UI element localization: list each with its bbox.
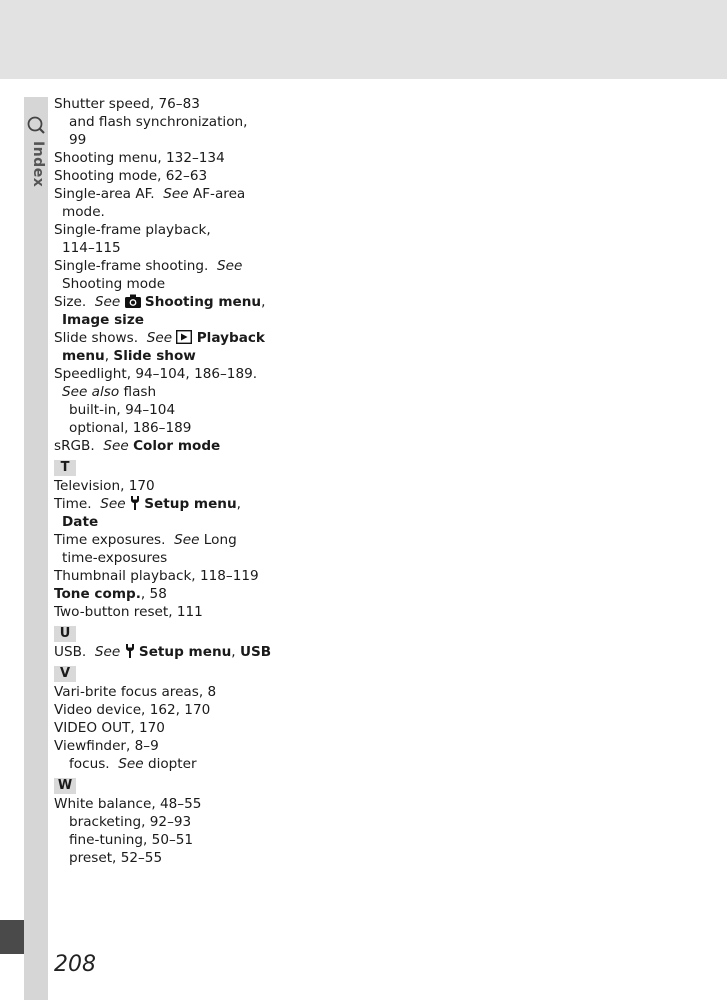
side-tab-label: Index [30, 141, 46, 188]
index-entry: Video device, 162, 170 [54, 702, 211, 718]
index-subentry: 99 [69, 132, 87, 148]
index-entry: Tone comp., 58 [54, 586, 167, 602]
letter-header-row [54, 661, 314, 683]
index-subentry: fine-tuning, 50–51 [69, 832, 194, 848]
letter-header-row [54, 773, 314, 795]
letter-header: T [54, 460, 76, 476]
letter-header-row [54, 455, 314, 477]
index-subentry: focus. See diopter [69, 756, 197, 772]
index-entry: Single-area AF. See AF-area [54, 186, 246, 202]
index-subentry: preset, 52–55 [69, 850, 163, 866]
index-entry-cont: See also flash [62, 384, 157, 400]
index-entry-cont: menu, Slide show [62, 348, 196, 364]
magnifier-icon [26, 115, 46, 135]
letter-header-row [54, 621, 314, 643]
index-entry: Time. See Setup menu, [54, 496, 241, 512]
index-subentry: bracketing, 92–93 [69, 814, 192, 830]
index-entry: Thumbnail playback, 118–119 [54, 568, 259, 584]
wrench-icon [125, 644, 135, 658]
side-dark-block [0, 920, 24, 954]
index-entry: Slide shows. See Playback [54, 330, 265, 346]
playback-icon [176, 330, 192, 344]
index-entry: White balance, 48–55 [54, 796, 202, 812]
index-subentry: built-in, 94–104 [69, 402, 176, 418]
index-entry-cont: Date [62, 514, 99, 530]
index-entry: Shooting mode, 62–63 [54, 168, 208, 184]
letter-header: V [54, 666, 76, 682]
top-header-band [0, 0, 727, 79]
index-entry: Television, 170 [54, 478, 155, 494]
wrench-icon [130, 496, 140, 510]
index-entry-cont: Image size [62, 312, 144, 328]
index-entry-cont: time-exposures [62, 550, 168, 566]
index-entry: Speedlight, 94–104, 186–189. [54, 366, 258, 382]
index-entry: VIDEO OUT, 170 [54, 720, 165, 736]
index-entry: Shutter speed, 76–83 [54, 96, 200, 112]
index-entry: Time exposures. See Long [54, 532, 237, 548]
index-entry: Two-button reset, 111 [54, 604, 203, 620]
index-list [54, 95, 314, 867]
letter-header: W [54, 778, 76, 794]
index-entry: Size. See Shooting menu, [54, 294, 266, 310]
index-entry: Single-frame playback, [54, 222, 211, 238]
index-entry: Single-frame shooting. See [54, 258, 243, 274]
index-entry: USB. See Setup menu, USB [54, 644, 272, 660]
index-entry: Shooting menu, 132–134 [54, 150, 225, 166]
index-entry-cont: 114–115 [62, 240, 121, 256]
index-entry-cont: mode. [62, 204, 105, 220]
index-entry-cont: Shooting mode [62, 276, 166, 292]
index-entry: sRGB. See Color mode [54, 438, 221, 454]
letter-header: U [54, 626, 76, 642]
side-index-tab [24, 97, 48, 1000]
index-subentry: and flash synchronization, [69, 114, 248, 130]
camera-icon [125, 294, 141, 308]
index-subentry: optional, 186–189 [69, 420, 192, 436]
page-number: 208 [54, 952, 96, 977]
index-entry: Viewfinder, 8–9 [54, 738, 159, 754]
index-entry: Vari-brite focus areas, 8 [54, 684, 217, 700]
